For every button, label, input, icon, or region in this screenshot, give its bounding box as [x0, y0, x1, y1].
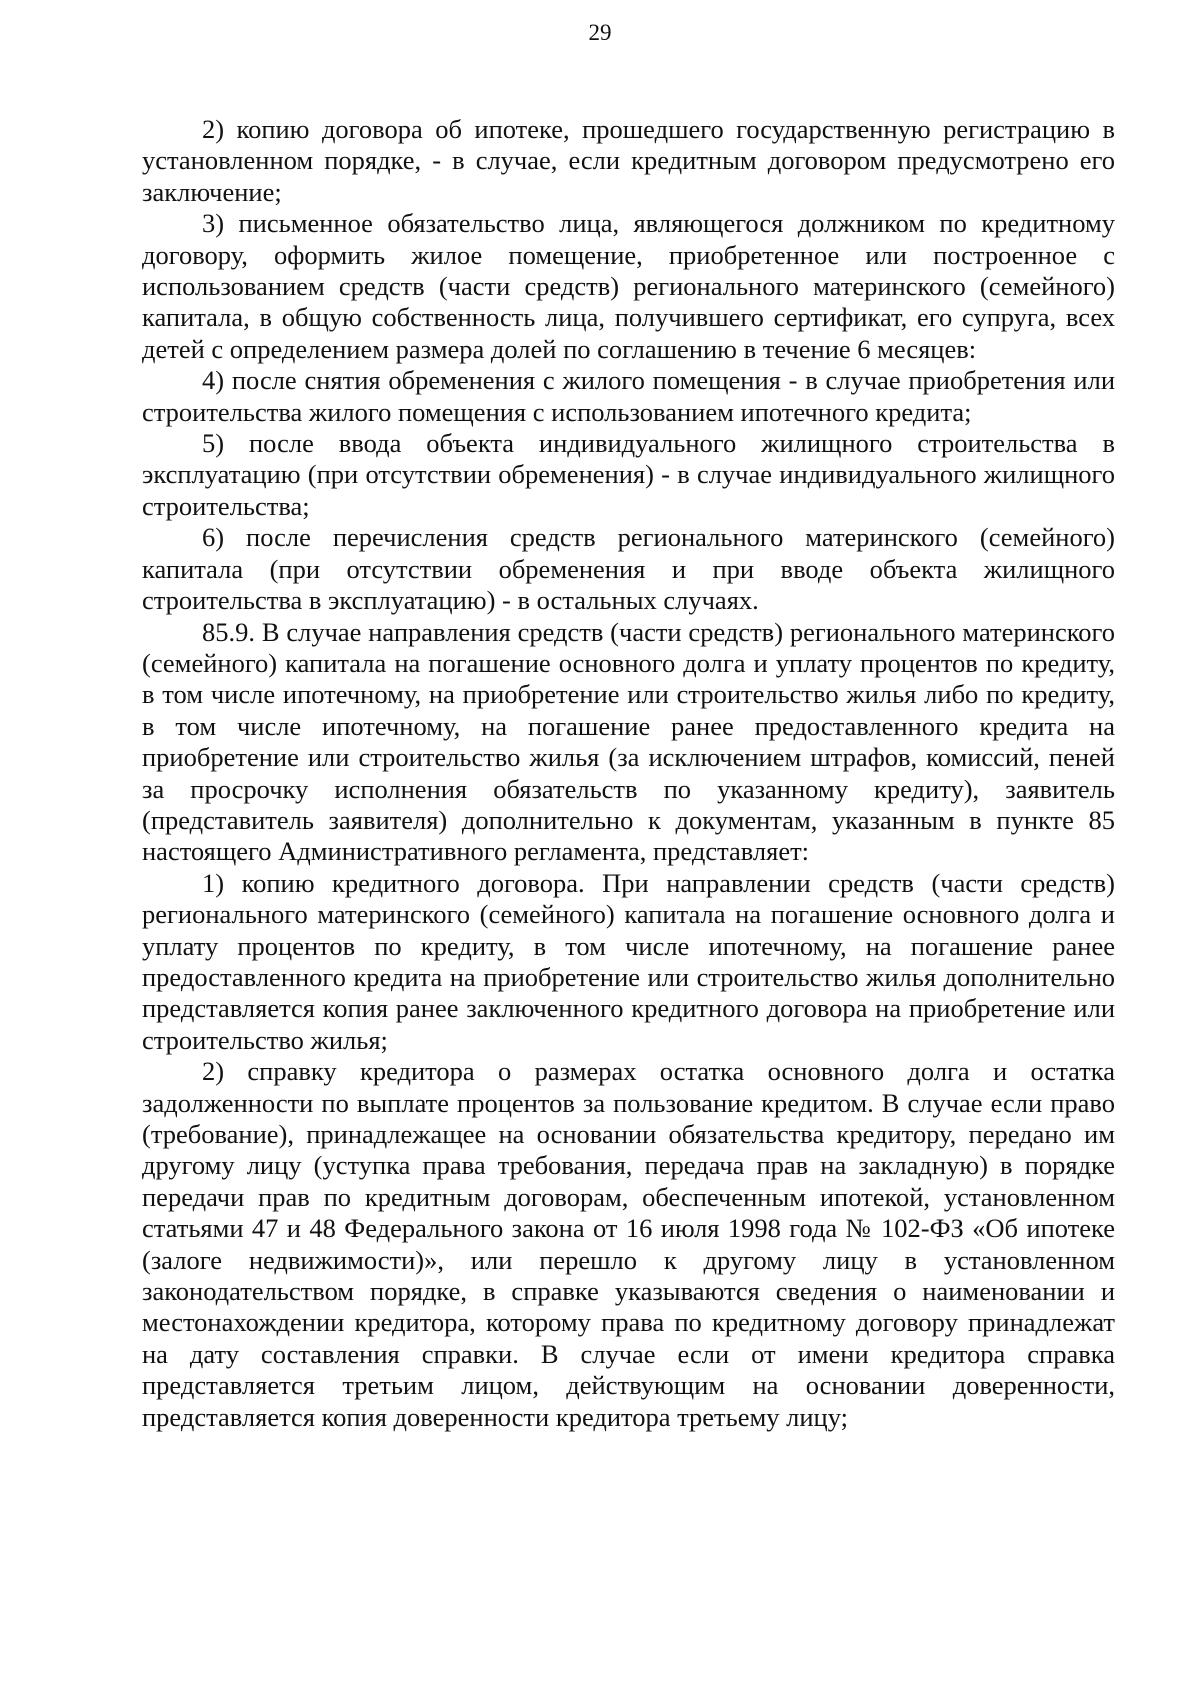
document-body	[142, 114, 1115, 1433]
paragraph-item-4-encumbrance-removal: 4) после снятия обременения с жилого помещения - в случае приобретения или строительства жилого помещения с использованием ипотечного кредита;	[142, 365, 1115, 427]
paragraph-item-3-written-obligation: 3) письменное обязательство лица, являющегося должником по кредитному договору, оформить жилое помещение, приобретенное или построенное с использованием средств (части средств) регионального материнского (семейного) капитала, в общую собственность лица, получившего сертификат, его супруга, всех детей с определением размера долей по соглашению в течение 6 месяцев:	[142, 208, 1115, 364]
paragraph-item-6-funds-transfer: 6) после перечисления средств регионального материнского (семейного) капитала (при отсутствии обременения и при вводе объекта жилищного строительства в эксплуатацию) - в остальных случаях.	[142, 522, 1115, 616]
page-number: 29	[588, 20, 612, 45]
paragraph-item-1-credit-contract: 1) копию кредитного договора. При направлении средств (части средств) регионального материнского (семейного) капитала на погашение основного долга и уплату процентов по кредиту, в том числе ипотечному, на погашение ранее предоставленного кредита на приобретение или строительство жилья дополнительно представляется копия ранее заключенного кредитного договора на приобретение или строительство жилья;	[142, 867, 1115, 1055]
paragraph-item-5-commissioning: 5) после ввода объекта индивидуального жилищного строительства в эксплуатацию (при отсутствии обременения) - в случае индивидуального жилищного строительства;	[142, 428, 1115, 521]
paragraph-clause-85-9: 85.9. В случае направления средств (части средств) регионального материнского (семейного) капитала на погашение основного долга и уплату процентов по кредиту, в том числе ипотечному, на приобретение или строительство жилья либо по кредиту, в том числе ипотечному, на погашение ранее предоставленного кредита на приобретение или строительство жилья (за исключением штрафов, комиссий, пеней за просрочку исполнения обязательств по указанному кредиту), заявитель (представитель заявителя) дополнительно к документам, указанным в пункте 85 настоящего Административного регламента, представляет:	[142, 616, 1115, 867]
paragraph-item-2-creditor-certificate: 2) справку кредитора о размерах остатка основного долга и остатка задолженности по выплате процентов за пользование кредитом. В случае если право (требование), принадлежащее на основании обязательства кредитору, передано им другому лицу (уступка права требования, передача прав на закладную) в порядке передачи прав по кредитным договорам, обеспеченным ипотекой, установленном статьями 47 и 48 Федерального закона от 16 июля 1998 года № 102-ФЗ «Об ипотеке (залоге недвижимости)», или перешло к другому лицу в установленном законодательством порядке, в справке указываются сведения о наименовании и местонахождении кредитора, которому права по кредитному договору принадлежат на дату составления справки. В случае если от имени кредитора справка представляется третьим лицом, действующим на основании доверенности, представляется копия доверенности кредитора третьему лицу;	[142, 1056, 1115, 1432]
paragraph-item-2-mortgage-contract: 2) копию договора об ипотеке, прошедшего государственную регистрацию в установленном порядке, - в случае, если кредитным договором предусмотрено его заключение;	[142, 114, 1115, 207]
